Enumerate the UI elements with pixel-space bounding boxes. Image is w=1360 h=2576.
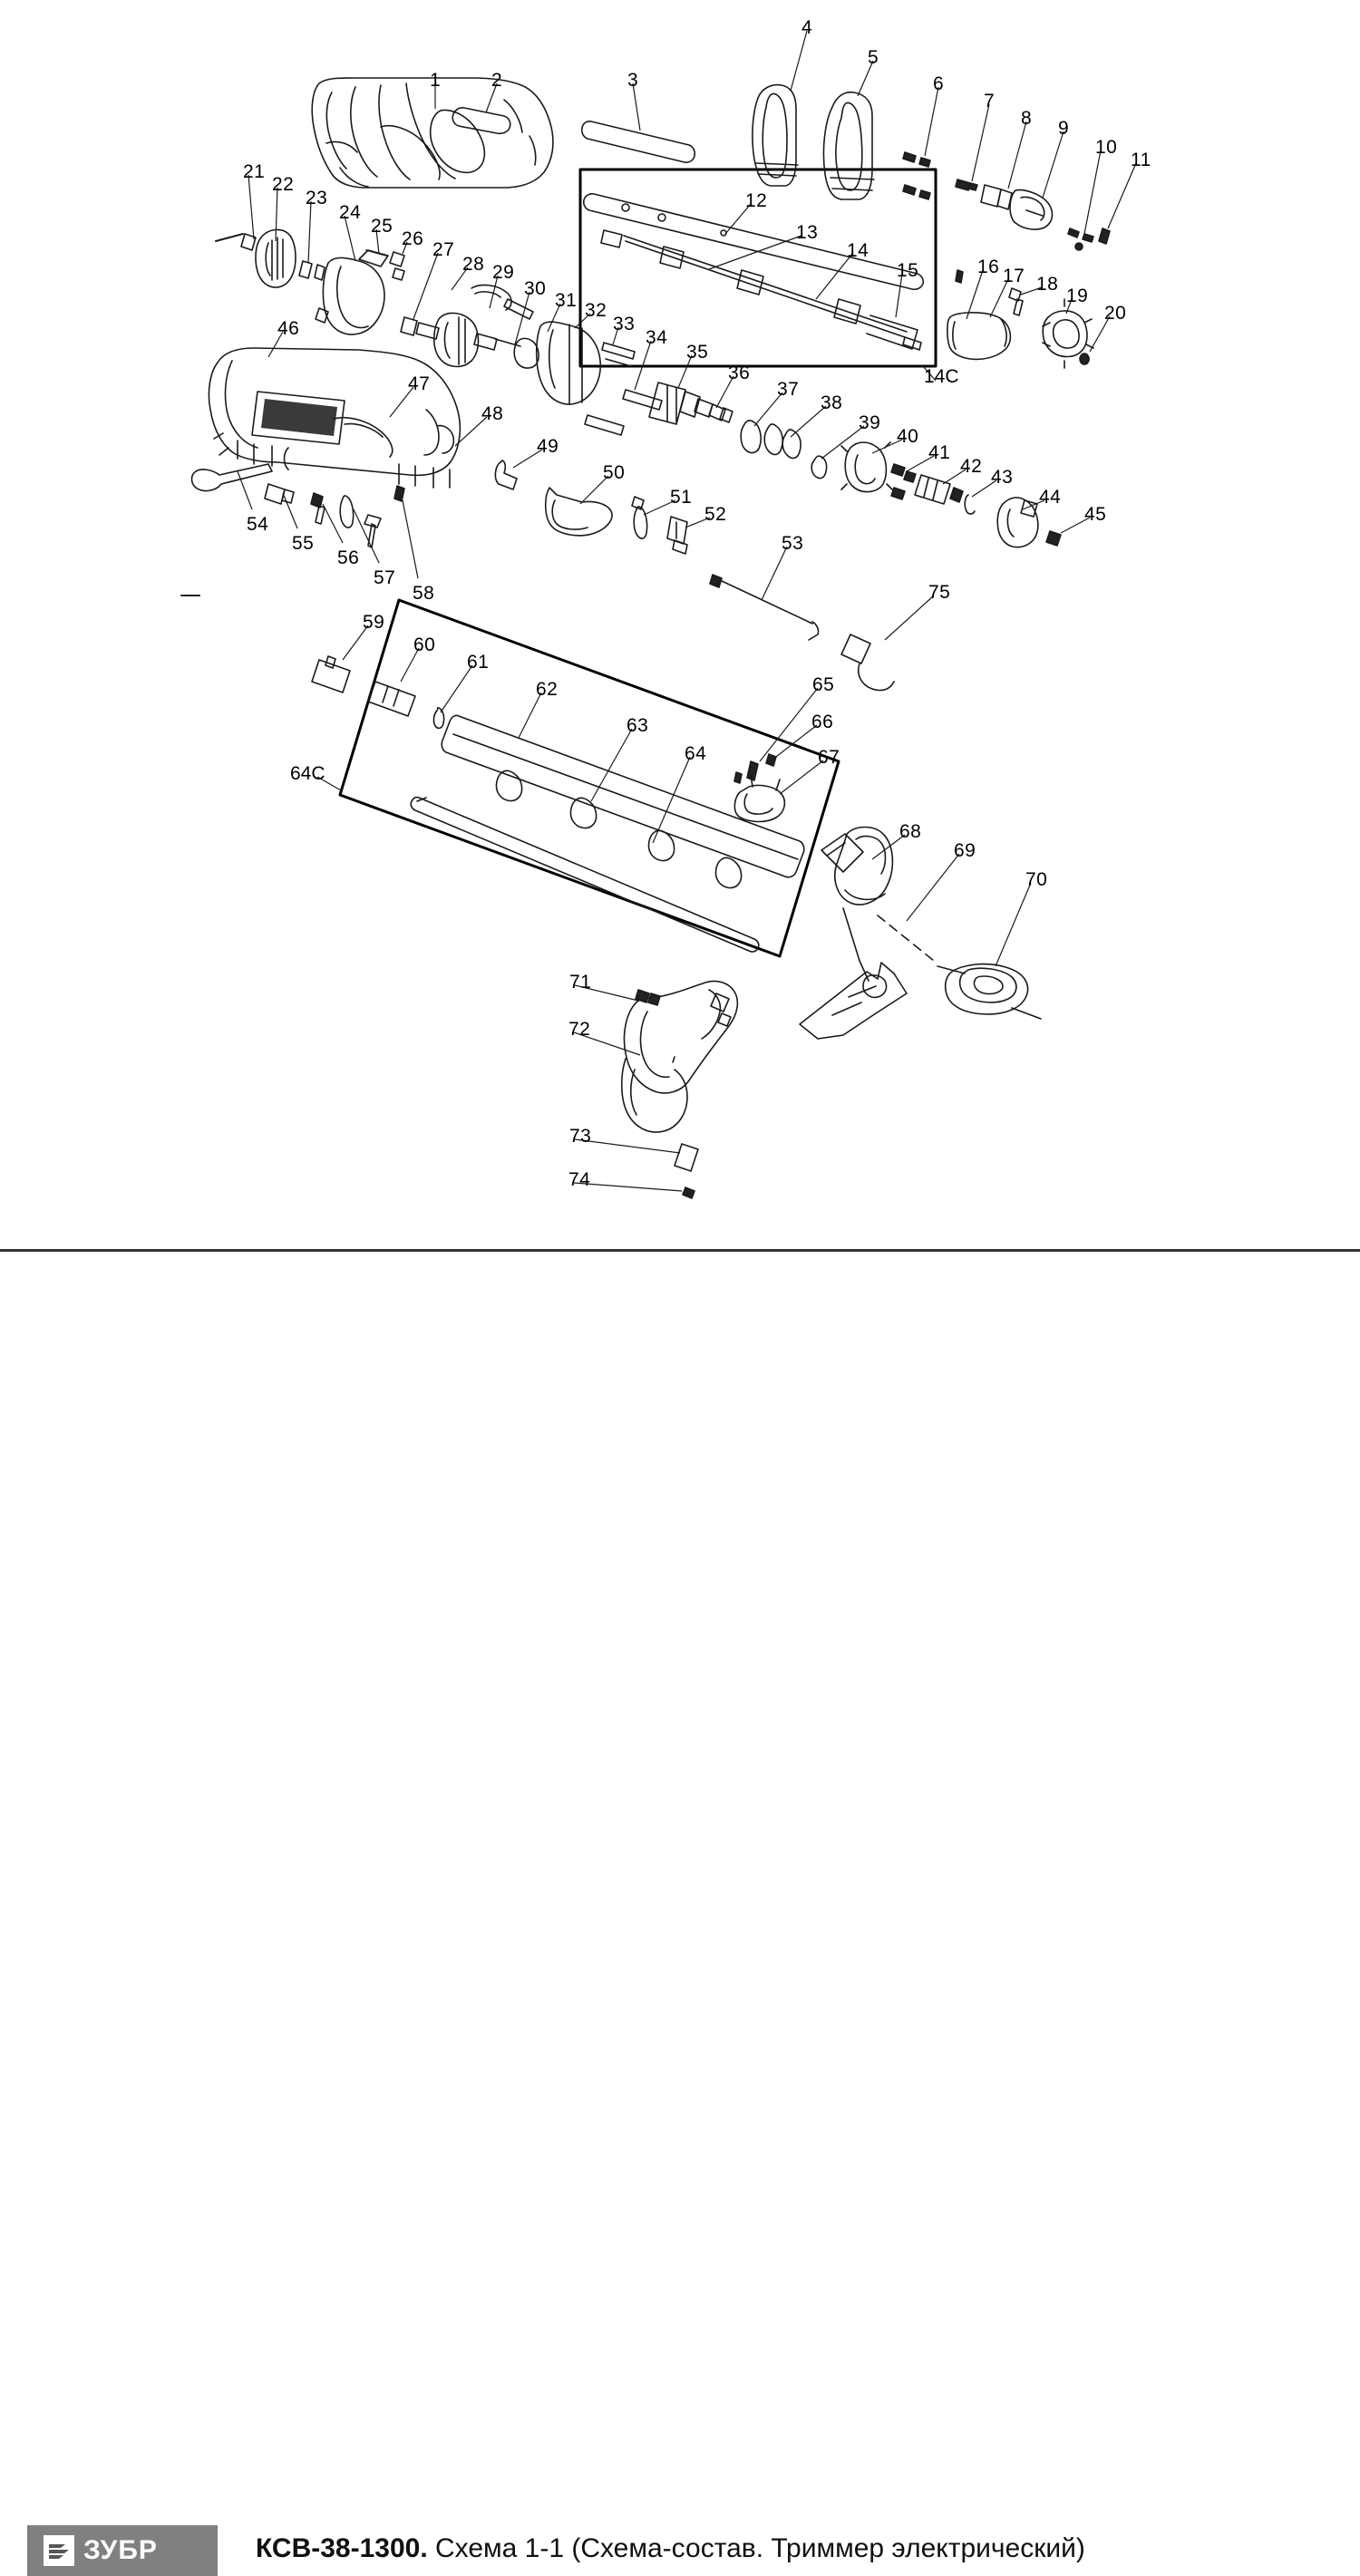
callout-26: 26 — [402, 228, 424, 249]
part-bolt-7 — [956, 179, 977, 190]
part-handle-grip — [823, 92, 874, 199]
brand-badge — [27, 2525, 218, 2576]
part-fasteners — [192, 460, 819, 640]
callout-59: 59 — [363, 612, 385, 633]
callout-35: 35 — [686, 342, 709, 363]
callout-6: 6 — [933, 73, 945, 94]
callout-46: 46 — [277, 318, 300, 339]
callout-50: 50 — [603, 462, 626, 483]
group-label-64c: 64С — [290, 763, 325, 784]
callout-60: 60 — [413, 634, 436, 655]
callout-12: 12 — [745, 190, 768, 211]
callout-8: 8 — [1021, 108, 1033, 129]
model-code: КСВ-38-1300. — [256, 2533, 436, 2563]
callout-22: 22 — [272, 174, 295, 195]
callout-58: 58 — [413, 583, 435, 604]
callout-71: 71 — [569, 972, 592, 993]
callout-73: 73 — [569, 1126, 592, 1147]
part-rotor-front — [216, 229, 404, 334]
part-pins-10-11 — [1068, 228, 1110, 250]
callout-9: 9 — [1058, 118, 1070, 139]
callout-2: 2 — [491, 70, 503, 91]
part-lower-shaft — [312, 656, 804, 952]
callout-38: 38 — [821, 392, 843, 413]
callout-39: 39 — [859, 412, 881, 433]
callout-1: 1 — [430, 70, 442, 91]
callout-44: 44 — [1039, 487, 1062, 508]
callout-75: 75 — [928, 582, 951, 603]
part-plug-20 — [1080, 353, 1089, 364]
callout-23: 23 — [306, 188, 328, 208]
callout-36: 36 — [728, 363, 751, 383]
callout-55: 55 — [292, 533, 315, 554]
part-housing-half — [312, 78, 553, 188]
part-gearhead — [841, 442, 1061, 547]
callout-31: 31 — [555, 290, 578, 311]
callout-57: 57 — [374, 567, 396, 588]
callout-48: 48 — [481, 403, 504, 424]
callout-17: 17 — [1003, 266, 1025, 286]
brand-name: ЗУБР — [83, 2535, 158, 2565]
callout-27: 27 — [432, 239, 455, 260]
callout-19: 19 — [1066, 286, 1089, 306]
callout-40: 40 — [897, 426, 919, 447]
callout-51: 51 — [670, 487, 693, 508]
callout-41: 41 — [928, 442, 951, 463]
part-blade — [800, 963, 907, 1039]
part-tube-3 — [582, 121, 695, 162]
part-body-shell — [209, 348, 460, 488]
callout-72: 72 — [568, 1019, 591, 1040]
part-rubber-pad — [452, 108, 510, 133]
callout-66: 66 — [811, 712, 834, 732]
part-switch-block — [585, 383, 733, 435]
callout-65: 65 — [812, 674, 835, 695]
callout-16: 16 — [977, 257, 1000, 277]
part-bolts-6 — [903, 152, 930, 199]
callout-37: 37 — [777, 379, 800, 400]
callout-49: 49 — [537, 436, 559, 457]
zubr-arrow-icon — [44, 2535, 74, 2566]
footer — [0, 1252, 1360, 2565]
callout-14: 14 — [847, 240, 869, 261]
callout-20: 20 — [1104, 303, 1127, 324]
callout-5: 5 — [868, 47, 879, 68]
callout-13: 13 — [796, 222, 819, 243]
callout-63: 63 — [627, 715, 649, 736]
callout-3: 3 — [627, 70, 639, 91]
callout-18: 18 — [1036, 274, 1059, 295]
schema-description: Схема 1-1 (Схема-состав. Триммер электрический) — [435, 2533, 1085, 2563]
part-lower-grip — [622, 981, 738, 1198]
callout-42: 42 — [960, 456, 983, 477]
callout-10: 10 — [1095, 137, 1118, 158]
callout-11: 11 — [1131, 150, 1151, 170]
callout-52: 52 — [704, 504, 727, 525]
callout-15: 15 — [897, 260, 919, 281]
callout-4: 4 — [801, 17, 813, 38]
part-gearhead-lower — [821, 828, 934, 982]
part-bracket — [734, 754, 784, 821]
callout-70: 70 — [1025, 869, 1048, 890]
callout-62: 62 — [536, 679, 559, 700]
part-washers — [741, 421, 826, 479]
callout-43: 43 — [991, 467, 1014, 488]
callout-34: 34 — [646, 327, 668, 348]
callout-21: 21 — [243, 161, 266, 182]
callout-29: 29 — [492, 262, 515, 283]
part-cable-75 — [841, 634, 894, 691]
callout-56: 56 — [337, 547, 360, 568]
callout-32: 32 — [585, 300, 607, 321]
callout-64: 64 — [685, 743, 707, 764]
callout-67: 67 — [818, 747, 840, 768]
callout-28: 28 — [462, 254, 485, 275]
footer-title — [256, 2533, 1085, 2564]
callout-54: 54 — [247, 514, 269, 535]
callout-30: 30 — [524, 278, 547, 299]
callout-69: 69 — [954, 840, 976, 861]
part-trimmer-head — [937, 964, 1041, 1019]
callout-24: 24 — [339, 202, 362, 223]
callout-7: 7 — [984, 91, 996, 111]
callout-68: 68 — [899, 821, 922, 842]
callout-61: 61 — [467, 652, 490, 673]
leader-lines — [238, 31, 1136, 1191]
callout-53: 53 — [782, 533, 804, 554]
group-label-14c: 14С — [924, 366, 959, 387]
callout-74: 74 — [568, 1169, 591, 1190]
part-clamp-block — [981, 185, 1053, 229]
callout-45: 45 — [1084, 504, 1107, 525]
part-screw-18 — [1009, 288, 1023, 315]
callout-25: 25 — [371, 216, 393, 237]
callout-47: 47 — [408, 373, 431, 394]
callout-33: 33 — [613, 314, 636, 334]
